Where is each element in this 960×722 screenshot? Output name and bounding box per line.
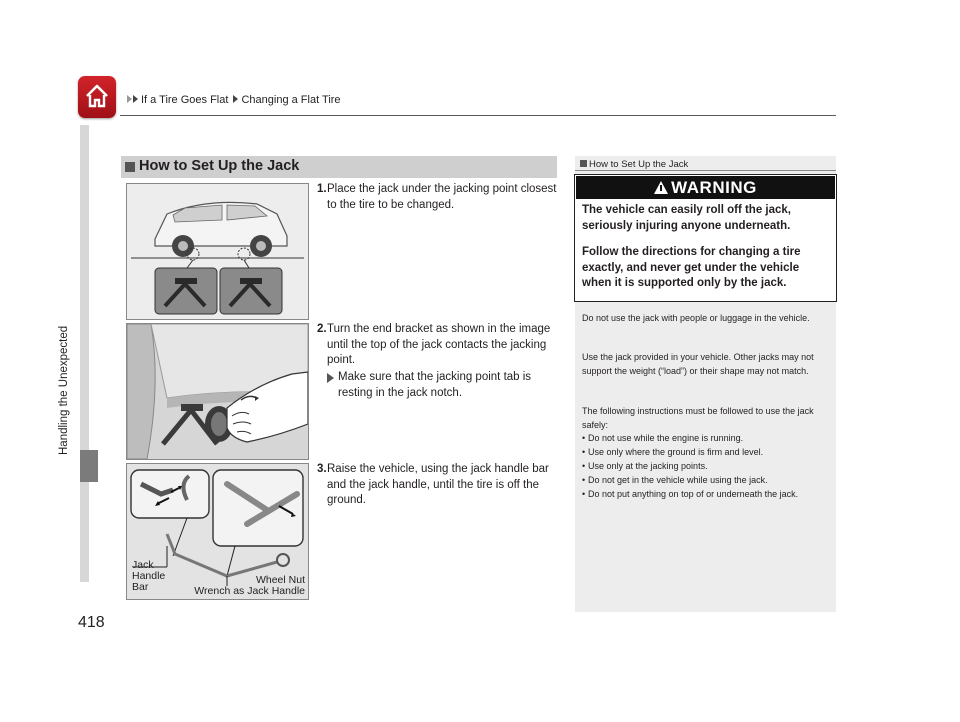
chapter-index-bar: [80, 125, 89, 450]
step-text: Place the jack under the jacking point closest to the tire to be changed.: [327, 183, 557, 211]
notes-divider: [575, 170, 836, 171]
page-number: 418: [78, 614, 105, 631]
notes-title-text: How to Set Up the Jack: [589, 159, 689, 170]
home-icon: [84, 83, 110, 109]
step-text: Raise the vehicle, using the jack handle bar and the jack handle, until the tire is off the ground.: [327, 463, 549, 506]
breadcrumb: [127, 94, 341, 106]
step-2: [317, 322, 559, 369]
bullet-icon: •: [582, 461, 586, 471]
header-divider: [120, 115, 836, 116]
bullet-text: Do not put anything on top of or underneath the jack.: [588, 489, 799, 499]
jack-handle-illustration: [126, 463, 309, 600]
step-text: Turn the end bracket as shown in the image until the top of the jack contacts the jacking point.: [327, 323, 551, 366]
section-heading: [121, 156, 557, 178]
subnote-arrow-icon: [327, 373, 334, 383]
breadcrumb-item[interactable]: If a Tire Goes Flat: [141, 94, 229, 106]
warning-header: [576, 176, 835, 199]
warning-icon: [654, 181, 668, 194]
wheel-nut-wrench-label: [194, 575, 305, 597]
note-bullet: [582, 474, 826, 488]
note-bullet: [582, 432, 826, 446]
bullet-text: Use only where the ground is firm and level.: [588, 447, 764, 457]
breadcrumb-arrow-icon: [133, 95, 138, 103]
bullet-icon: •: [582, 433, 586, 443]
jack-bracket-image: [127, 324, 308, 459]
label-line: Jack: [132, 559, 154, 571]
bullet-text: Do not get in the vehicle while using the jack.: [588, 475, 768, 485]
warning-label: WARNING: [671, 178, 757, 197]
bullet-icon: •: [582, 475, 586, 485]
jack-bracket-illustration: [126, 323, 309, 460]
step-2-subnote: [327, 370, 559, 401]
breadcrumb-arrow-icon: [127, 95, 132, 103]
breadcrumb-item[interactable]: Changing a Flat Tire: [241, 94, 341, 106]
chapter-title-text: Handling the Unexpected: [58, 325, 70, 455]
label-line: Wrench as Jack Handle: [194, 585, 305, 597]
step-number: 1.: [317, 183, 327, 195]
car-jack-points-image: [127, 184, 308, 319]
section-heading-text: How to Set Up the Jack: [139, 158, 300, 174]
label-line: Bar: [132, 581, 149, 593]
label-line: Handle: [132, 570, 166, 582]
jack-handle-bar-label: [132, 560, 165, 593]
chapter-index-bar: [80, 482, 89, 582]
heading-square-icon: [125, 162, 135, 172]
step-3: [317, 462, 559, 509]
note-paragraph: Use the jack provided in your vehicle. Other jacks may not support the weight (“load”) or their shape may not match.: [582, 352, 814, 376]
bullet-icon: •: [582, 489, 586, 499]
step-number: 3.: [317, 463, 327, 475]
note-bullet: [582, 488, 826, 502]
note-paragraph: Do not use the jack with people or luggage in the vehicle.: [582, 313, 810, 323]
warning-text: The vehicle can easily roll off the jack, seriously injuring anyone underneath.: [582, 204, 791, 232]
notes-title: [580, 159, 688, 170]
label-line: Wheel Nut: [255, 574, 305, 586]
note-paragraph: The following instructions must be followed to use the jack safely:: [582, 406, 814, 430]
chapter-title: [58, 255, 72, 455]
chapter-tab[interactable]: [80, 450, 98, 482]
home-button[interactable]: [78, 76, 116, 118]
note-square-icon: [580, 160, 587, 167]
warning-text: Follow the directions for changing a tire exactly, and never get under the vehicle when it is supported only by the jack.: [582, 246, 801, 289]
note-bullet: [582, 460, 826, 474]
bullet-text: Use only at the jacking points.: [588, 461, 708, 471]
step-number: 2.: [317, 323, 327, 335]
breadcrumb-arrow-icon: [233, 95, 238, 103]
step-1: [317, 182, 559, 213]
subnote-text: Make sure that the jacking point tab is resting in the jack notch.: [338, 371, 532, 399]
bullet-text: Do not use while the engine is running.: [588, 433, 744, 443]
jacking-point-illustration: [126, 183, 309, 320]
note-bullet: [582, 446, 826, 460]
bullet-icon: •: [582, 447, 586, 457]
